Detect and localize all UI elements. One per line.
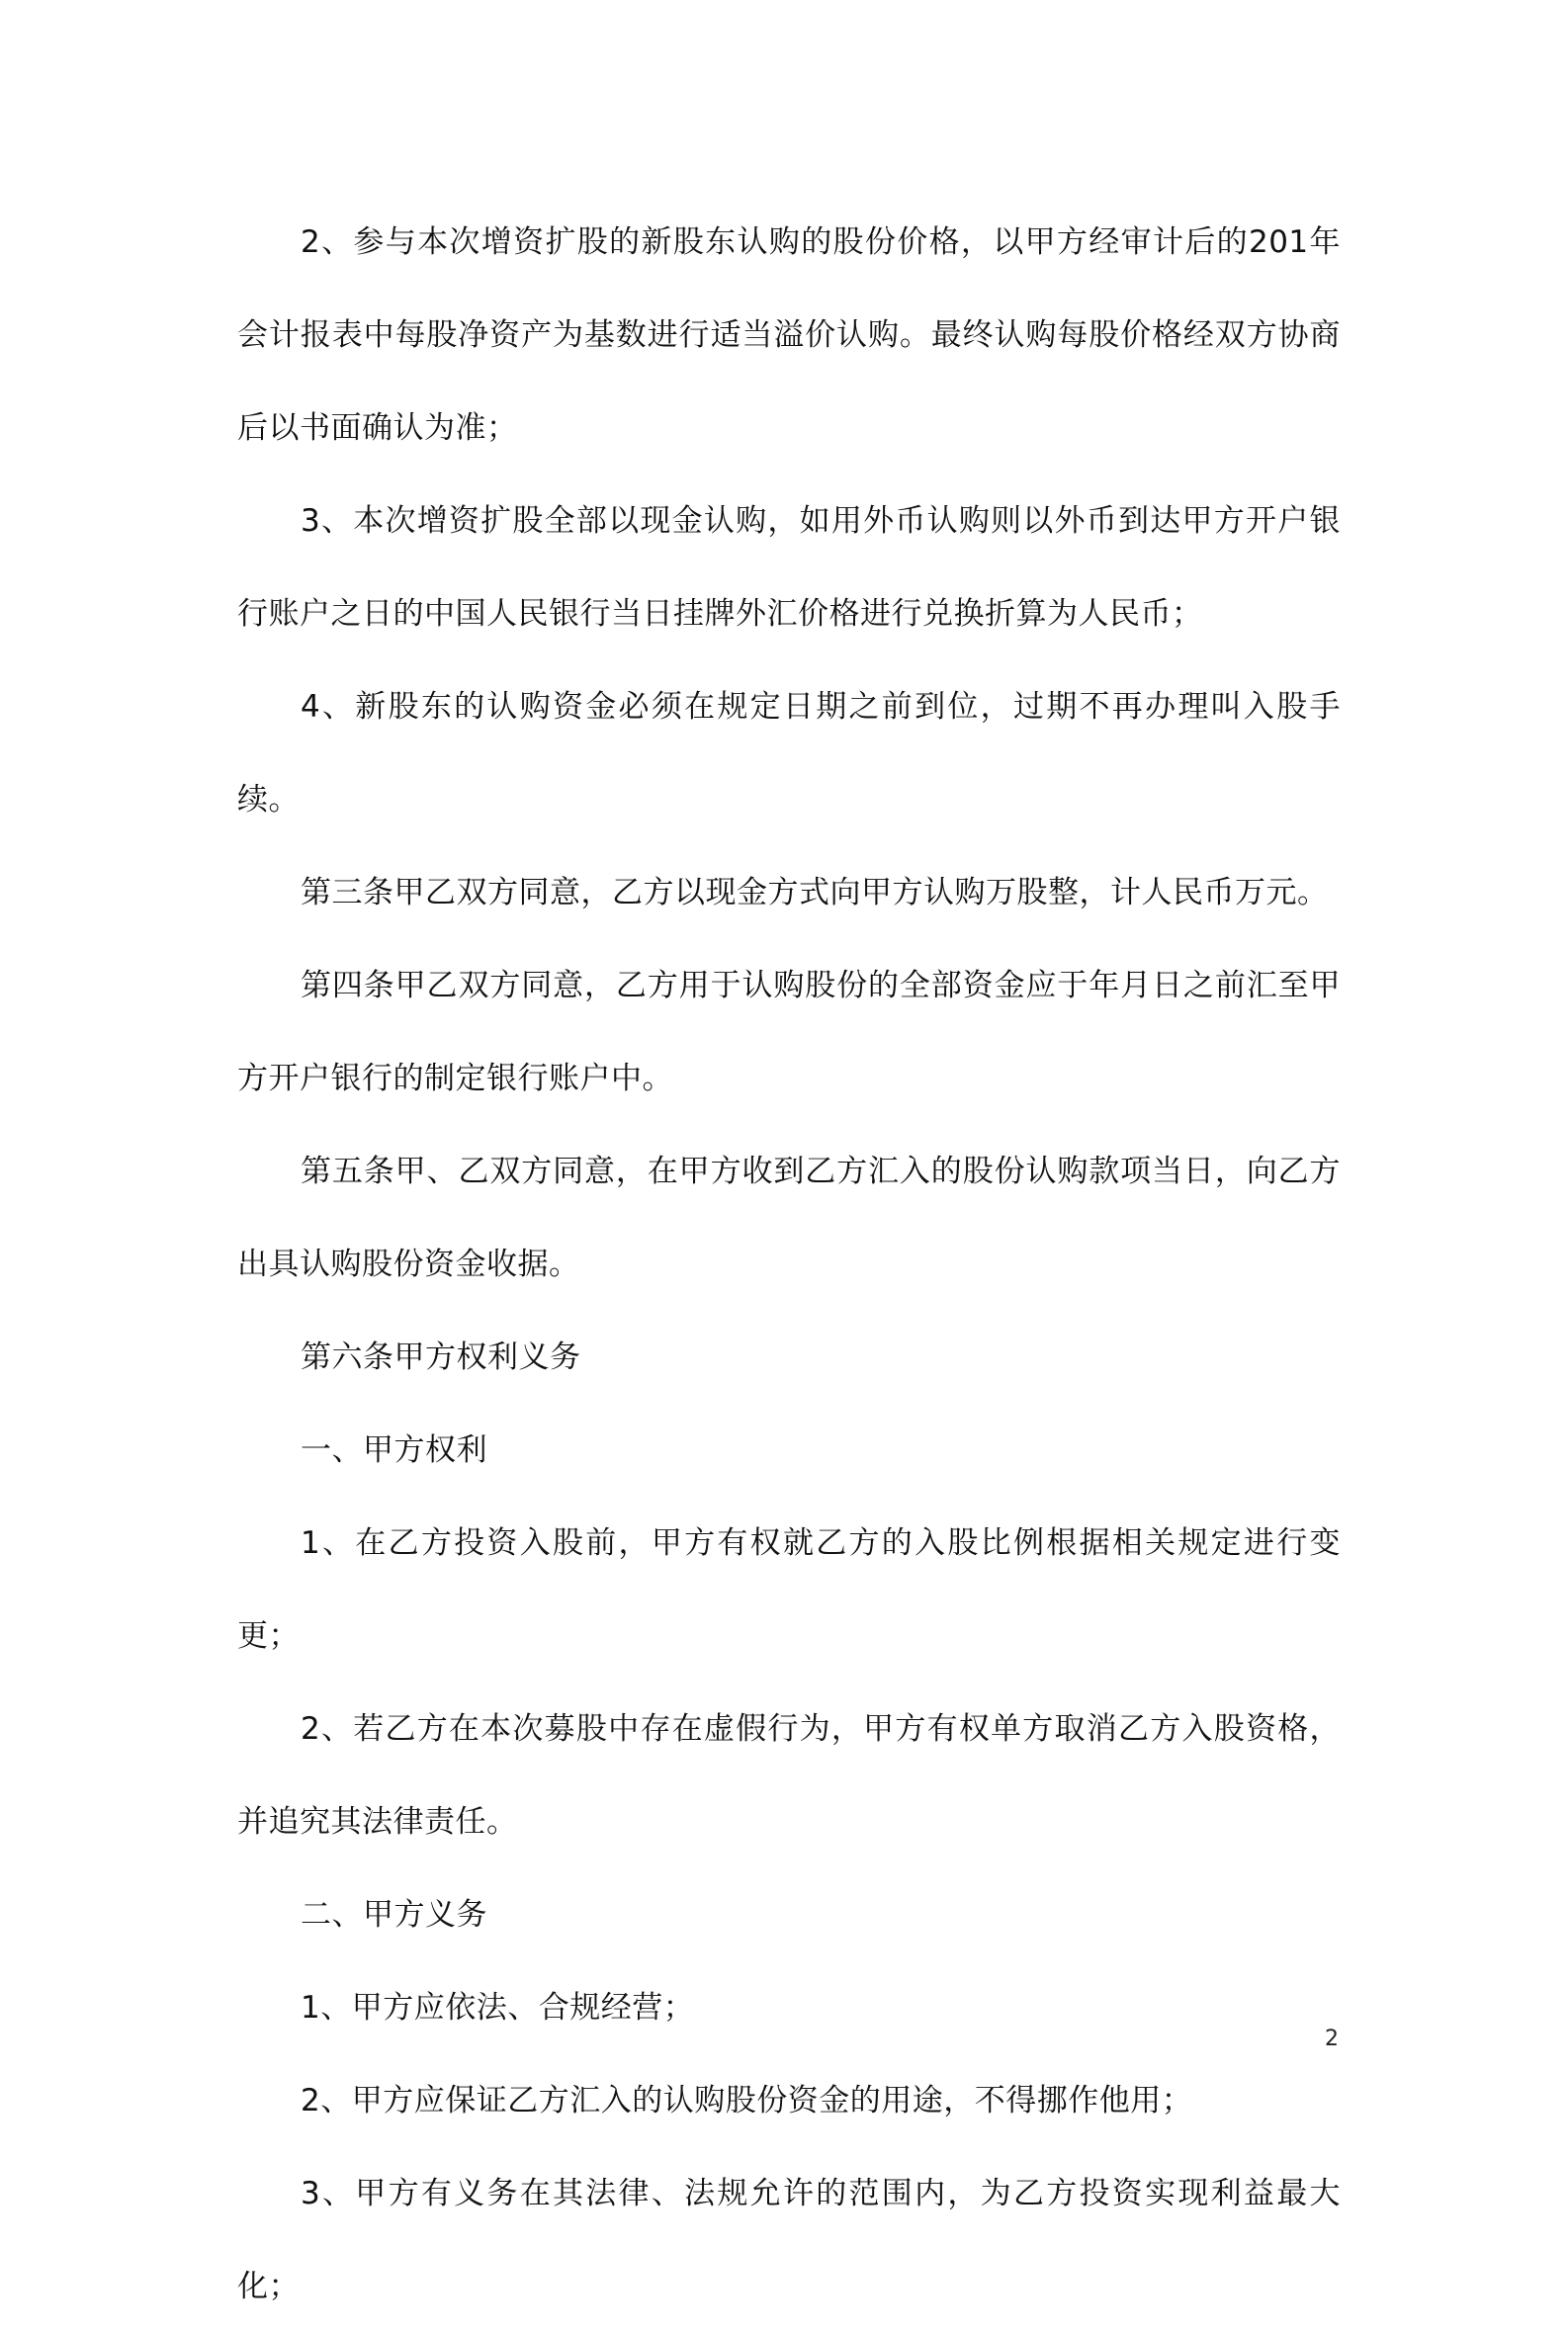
paragraph: 第四条甲乙双方同意，乙方用于认购股份的全部资金应于年月日之前汇至甲方开户银行的制定银行账户中。 xyxy=(237,968,1341,1096)
document-body xyxy=(237,196,1341,2333)
paragraph: 3、本次增资扩股全部以现金认购，如用外币认购则以外币到达甲方开户银行账户之日的中国人民银行当日挂牌外汇价格进行兑换折算为人民币； xyxy=(237,503,1341,632)
paragraph: 2、若乙方在本次募股中存在虚假行为，甲方有权单方取消乙方入股资格，并追究其法律责任。 xyxy=(237,1711,1341,1840)
paragraph: 第五条甲、乙双方同意，在甲方收到乙方汇入的股份认购款项当日，向乙方出具认购股份资金收据。 xyxy=(237,1154,1341,1282)
subsection-heading: 一、甲方权利 xyxy=(301,1432,487,1468)
subsection-heading: 二、甲方义务 xyxy=(301,1897,487,1933)
paragraph: 第三条甲乙双方同意，乙方以现金方式向甲方认购万股整，计人民币万元。 xyxy=(301,875,1329,910)
paragraph: 3、甲方有义务在其法律、法规允许的范围内，为乙方投资实现利益最大化； xyxy=(237,2176,1341,2304)
paragraph: 2、甲方应保证乙方汇入的认购股份资金的用途，不得挪作他用； xyxy=(301,2083,1193,2118)
paragraph: 2、参与本次增资扩股的新股东认购的股份价格，以甲方经审计后的201年会计报表中每股净资产为基数进行适当溢价认购。最终认购每股价格经双方协商后以书面确认为准； xyxy=(237,224,1341,446)
section-heading: 第六条甲方权利义务 xyxy=(301,1339,581,1375)
paragraph: 1、在乙方投资入股前，甲方有权就乙方的入股比例根据相关规定进行变更； xyxy=(237,1525,1341,1654)
paragraph: 4、新股东的认购资金必须在规定日期之前到位，过期不再办理叫入股手续。 xyxy=(237,689,1341,818)
page-number: 2 xyxy=(1325,2027,1339,2051)
paragraph: 1、甲方应依法、合规经营； xyxy=(301,1990,695,2026)
